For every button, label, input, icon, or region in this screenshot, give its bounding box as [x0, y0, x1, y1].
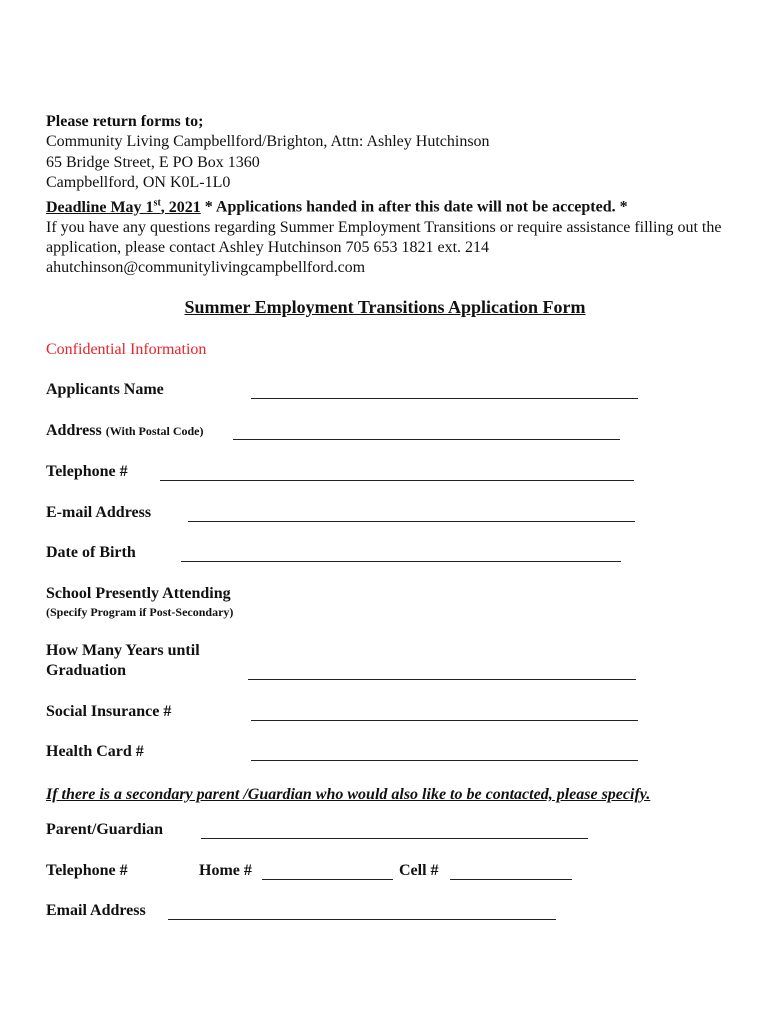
deadline-prefix: Deadline May 1 [46, 198, 154, 216]
telephone-label: Telephone # [46, 463, 128, 480]
guardian-email-label: Email Address [46, 902, 146, 919]
health-card-label: Health Card # [46, 743, 144, 760]
deadline-year: , 2021 [160, 198, 201, 216]
school-label: School Presently Attending [46, 585, 231, 602]
return-label: Please return forms to; [46, 113, 204, 130]
years-label-line1: How Many Years until [46, 642, 200, 659]
guardian-email-field[interactable] [168, 903, 556, 920]
parent-guardian-label: Parent/Guardian [46, 821, 164, 838]
years-label-line2: Graduation [46, 662, 127, 679]
address-label-text: Address [46, 422, 102, 439]
deadline-warning: * Applications handed in after this date will not be accepted. * [200, 198, 628, 216]
street-address: 65 Bridge Street, E PO Box 1360 [46, 153, 260, 171]
dob-label: Date of Birth [46, 544, 136, 561]
contact-email: ahutchinson@communitylivingcampbellford.com [46, 259, 366, 277]
guardian-telephone-label: Telephone # [46, 862, 128, 879]
address-field[interactable] [233, 423, 620, 440]
years-until-graduation-field[interactable] [248, 663, 636, 680]
deadline-sup: st [153, 197, 161, 209]
cell-phone-field[interactable] [450, 863, 572, 880]
address-note: (With Postal Code) [105, 424, 204, 438]
email-field[interactable] [188, 505, 635, 522]
questions-text: If you have any questions regarding Summer Employment Transitions or require assistance filling out the application, please contact Ashley Hutchinson 705 653 1821 ext. 214 [46, 218, 722, 257]
address-label [46, 422, 204, 440]
cell-label: Cell # [399, 862, 439, 879]
applicant-name-label: Applicants Name [46, 381, 164, 398]
health-card-field[interactable] [251, 744, 638, 761]
organization-name: Community Living Campbellford/Brighton, Attn: Ashley Hutchinson [46, 133, 490, 151]
return-address-block [46, 112, 736, 279]
applicant-name-field[interactable] [251, 382, 638, 399]
dob-field[interactable] [181, 545, 621, 562]
confidential-heading: Confidential Information [46, 341, 207, 358]
home-label: Home # [199, 862, 252, 879]
city-postal: Campbellford, ON K0L-1L0 [46, 173, 231, 191]
deadline-line [46, 193, 736, 218]
email-label: E-mail Address [46, 504, 152, 521]
parent-guardian-field[interactable] [201, 822, 588, 839]
deadline-date [46, 199, 201, 216]
sin-field[interactable] [251, 704, 638, 721]
school-note: (Specify Program if Post-Secondary) [46, 605, 234, 619]
sin-label: Social Insurance # [46, 703, 172, 720]
form-title: Summer Employment Transitions Application Form [184, 297, 586, 317]
home-phone-field[interactable] [262, 863, 393, 880]
secondary-guardian-note: If there is a secondary parent /Guardian who would also like to be contacted, please specify. [46, 786, 651, 803]
telephone-field[interactable] [160, 464, 634, 481]
